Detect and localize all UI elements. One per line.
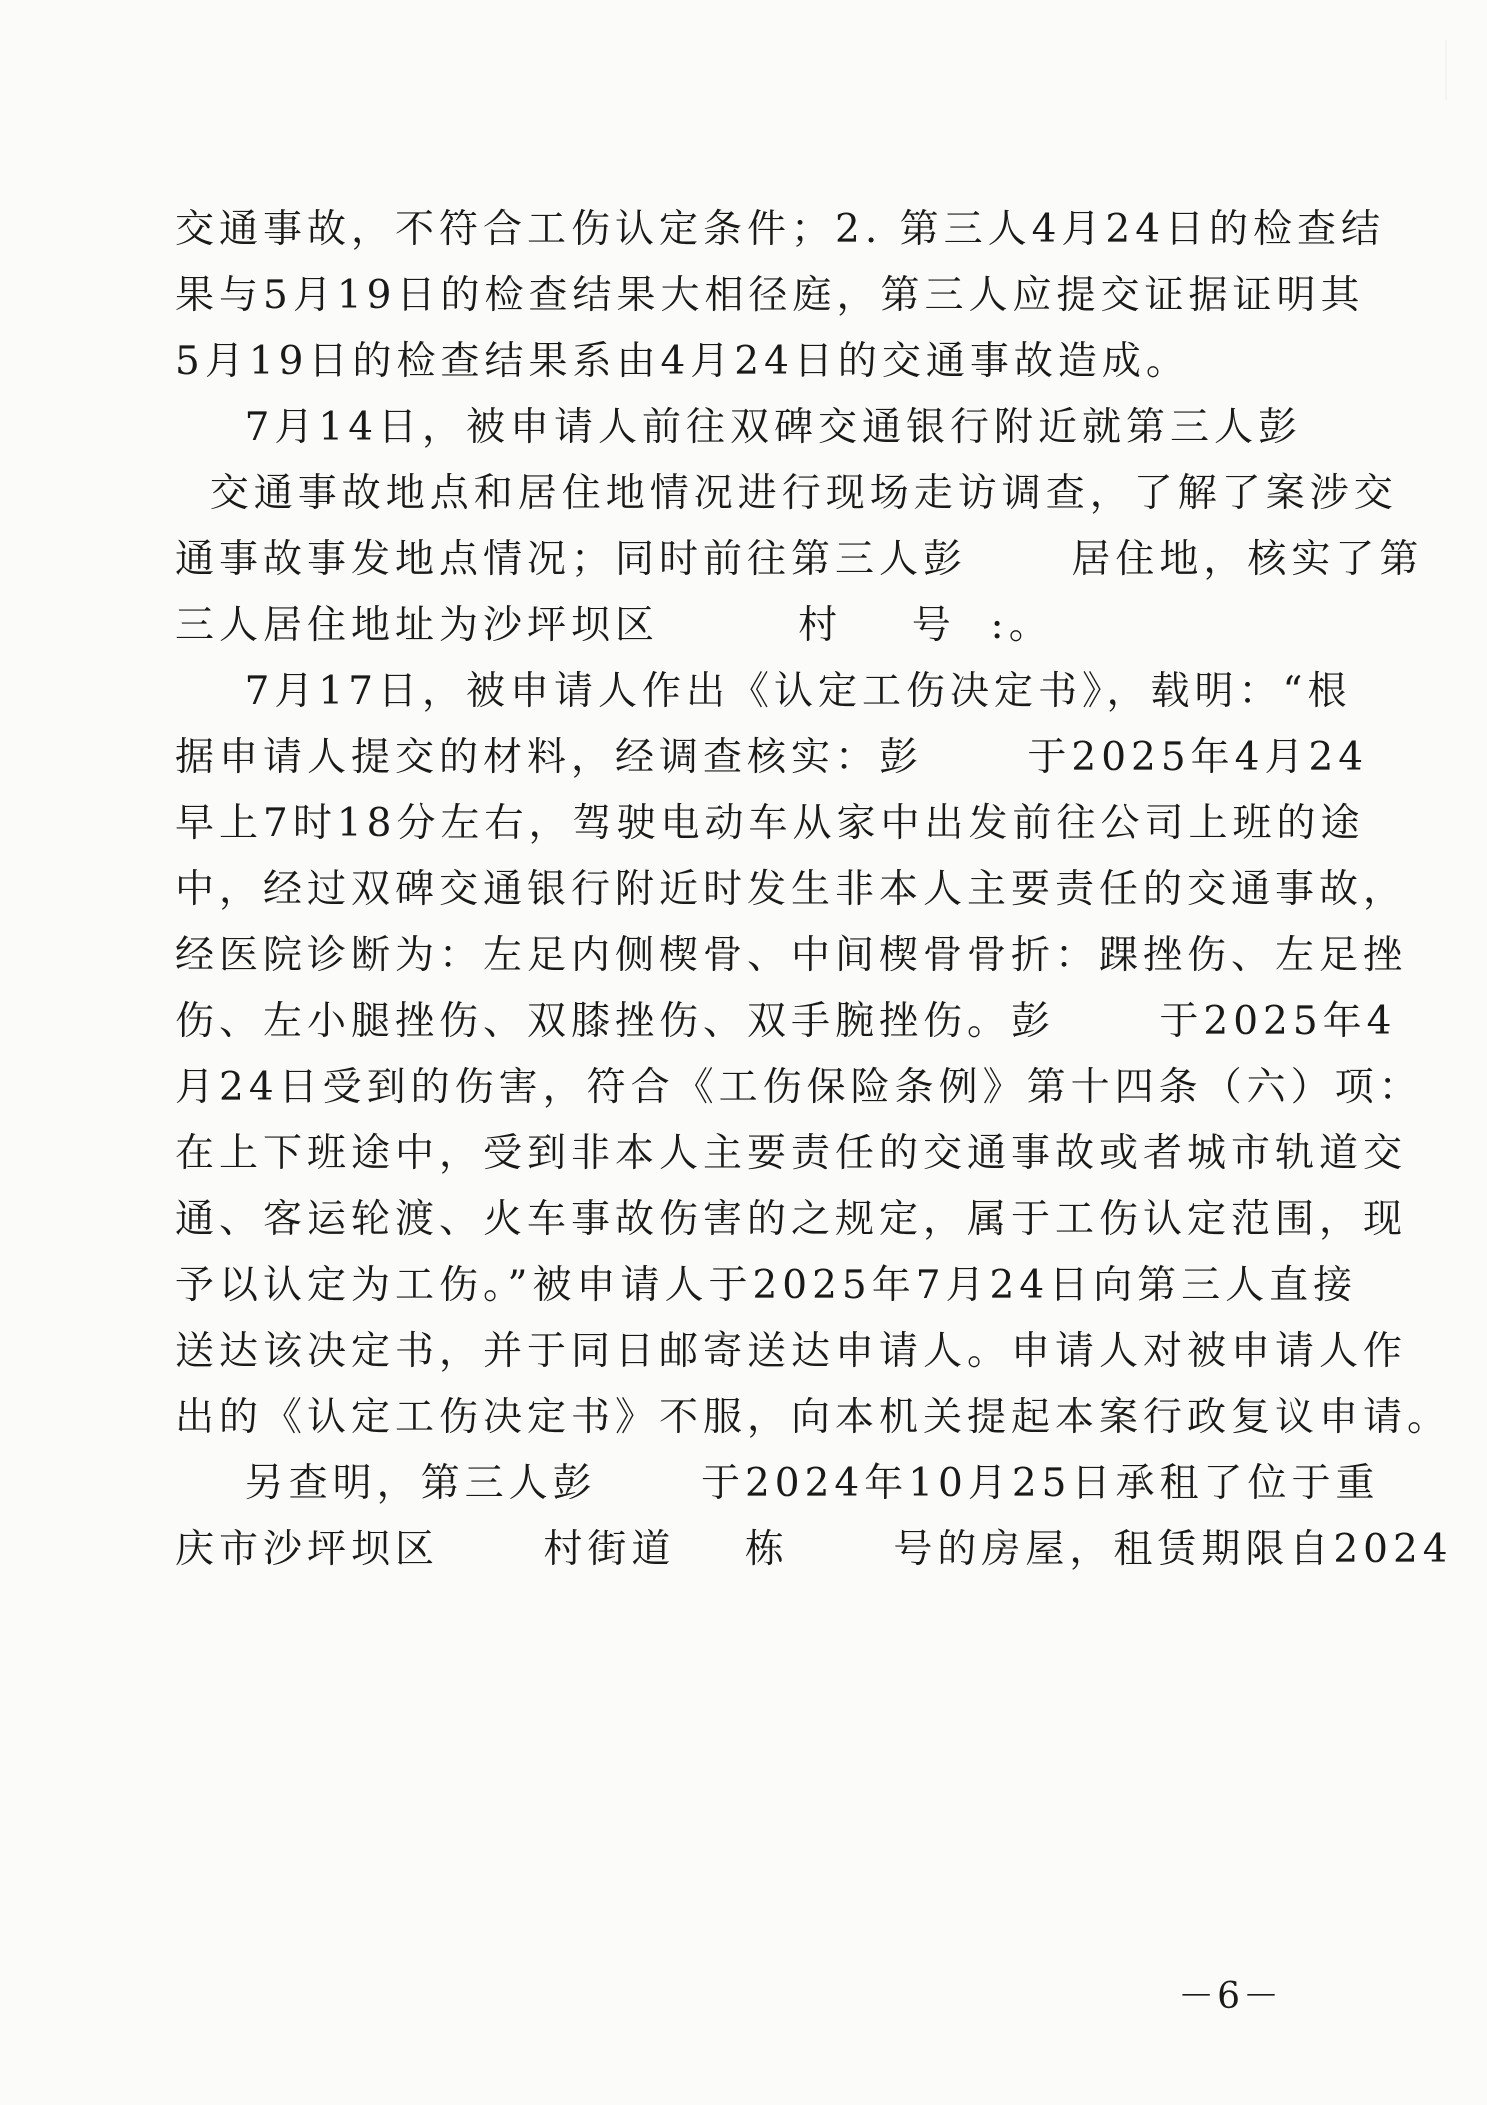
body-line-13: 伤、左小腿挫伤、双膝挫伤、双手腕挫伤。彭 于2025年4 (175, 999, 1397, 1044)
body-line-1: 交通事故，不符合工伤认定条件；2. 第三人4月24日的检查结 (175, 207, 1386, 252)
page-number: －6－ (1178, 1976, 1282, 2017)
body-line-2: 果与5月19日的检查结果大相径庭，第三人应提交证据证明其 (175, 273, 1365, 318)
body-line-19: 出的《认定工伤决定书》不服，向本机关提起本案行政复议申请。 (175, 1395, 1452, 1440)
body-line-20: 另查明，第三人彭 于2024年10月25日承租了位于重 (175, 1461, 1380, 1506)
body-line-14: 月24日受到的伤害，符合《工伤保险条例》第十四条（六）项： (175, 1065, 1423, 1110)
body-line-12: 经医院诊断为：左足内侧楔骨、中间楔骨骨折：踝挫伤、左足挫 (175, 933, 1408, 978)
body-line-8: 7月17日，被申请人作出《认定工伤决定书》，载明：“根 (175, 669, 1352, 714)
body-line-7: 三人居住地址为沙坪坝区 村 号 :。 (175, 603, 1053, 648)
body-line-6: 通事故事发地点情况；同时前往第三人彭 居住地，核实了第 (175, 537, 1424, 582)
body-line-5: 交通事故地点和居住地情况进行现场走访调查，了解了案涉交 (175, 471, 1398, 516)
body-line-4: 7月14日，被申请人前往双碑交通银行附近就第三人彭 (175, 405, 1303, 450)
body-line-16: 通、客运轮渡、火车事故伤害的之规定，属于工伤认定范围，现 (175, 1197, 1408, 1242)
scan-artifact (1405, 40, 1447, 100)
body-line-9: 据申请人提交的材料，经调查核实：彭 于2025年4月24 (175, 735, 1369, 780)
body-line-21: 庆市沙坪坝区 村街道 栋 号的房屋，租赁期限自2024 (175, 1527, 1453, 1572)
body-line-10: 早上7时18分左右，驾驶电动车从家中出发前往公司上班的途 (175, 801, 1365, 846)
body-line-11: 中，经过双碑交通银行附近时发生非本人主要责任的交通事故， (175, 867, 1408, 912)
body-line-17: 予以认定为工伤。”被申请人于2025年7月24日向第三人直接 (175, 1263, 1358, 1308)
body-line-3: 5月19日的检查结果系由4月24日的交通事故造成。 (175, 339, 1190, 384)
body-line-15: 在上下班途中，受到非本人主要责任的交通事故或者城市轨道交 (175, 1131, 1408, 1176)
body-line-18: 送达该决定书，并于同日邮寄送达申请人。申请人对被申请人作 (175, 1329, 1408, 1374)
